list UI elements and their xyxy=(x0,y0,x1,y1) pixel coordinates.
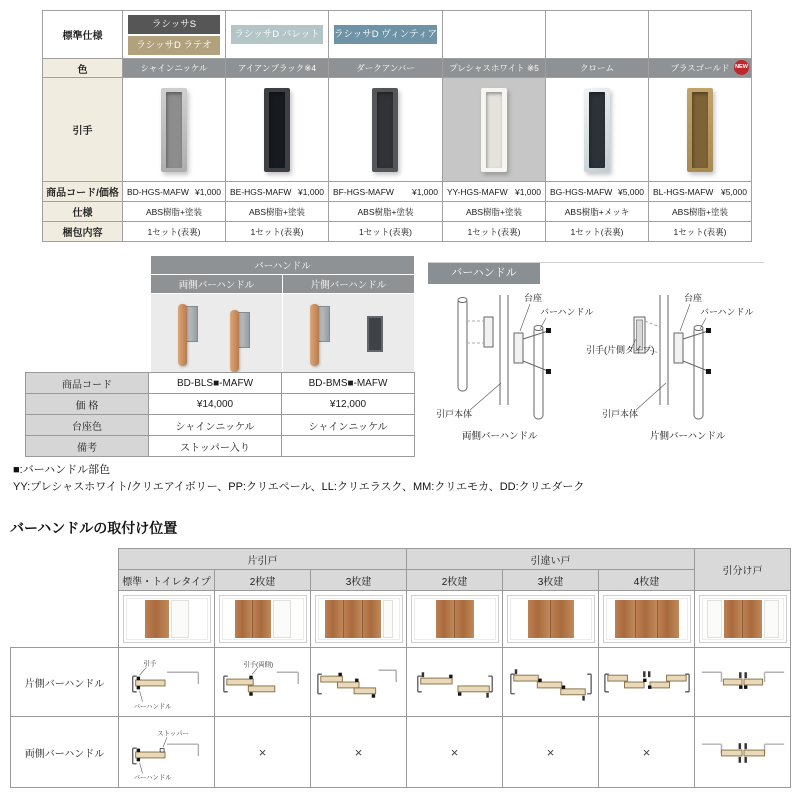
bar-handle-image-one xyxy=(283,294,415,375)
group-header-single-slide: 片引戸 xyxy=(119,549,407,570)
package-cell: 1セット(表裏) xyxy=(123,222,226,242)
color-header-precious-white: プレシャスホワイト ※5 xyxy=(442,59,545,78)
code-price-cell: BD-HGS-MAFW ¥1,000 xyxy=(123,182,226,202)
code-price-cell: BE-HGS-MAFW ¥1,000 xyxy=(226,182,329,202)
mount-cross: × xyxy=(407,717,503,788)
mount-cross: × xyxy=(215,717,311,788)
label-body-left: 引戸本体 xyxy=(436,409,473,419)
row-label-material: 仕様 xyxy=(43,202,123,222)
door-thumb-2panel xyxy=(215,591,311,648)
package-cell: 1セット(表裏) xyxy=(648,222,751,242)
plan-label-bar: バーハンドル xyxy=(133,703,172,711)
col-header-standard-toilet: 標準・トイレタイプ xyxy=(119,570,215,591)
mount-section-title: バーハンドルの取付け位置 xyxy=(10,520,178,536)
diagram-title-tab: バーハンドル xyxy=(428,263,540,284)
pull-image-brass-gold xyxy=(648,78,751,182)
col-header-3panel-hd: 3枚建 xyxy=(503,570,599,591)
label-bar-left: バーハンドル xyxy=(540,307,594,317)
series-badge-lasissa-d-vintia: ラシッサD ヴィンティア xyxy=(334,25,437,44)
footnotes xyxy=(13,462,584,496)
mount-cross: × xyxy=(311,717,407,788)
bar-row-label-base-color: 台座色 xyxy=(26,415,149,436)
spec-cell-4 xyxy=(442,11,545,59)
package-cell: 1セット(表裏) xyxy=(226,222,329,242)
color-header-iron-black: アイアンブラック※4 xyxy=(226,59,329,78)
bar-code-one: BD-BMS■-MAFW xyxy=(282,373,415,394)
mount-cross: × xyxy=(503,717,599,788)
spec-cell-3 xyxy=(329,11,443,59)
footnote-line-1: ■:バーハンドル部色 xyxy=(13,464,111,476)
bar-row-label-price: 価 格 xyxy=(26,394,149,415)
pull-image-chrome xyxy=(545,78,648,182)
mount-diagram-one-2panel-hd xyxy=(407,648,503,717)
bar-handle-data-table xyxy=(25,372,415,457)
color-header-dark-amber: ダークアンバー xyxy=(329,59,443,78)
bar-code-both: BD-BLS■-MAFW xyxy=(149,373,282,394)
code-price-cell: BL-HGS-MAFW ¥5,000 xyxy=(648,182,751,202)
footnote-line-2: YY:プレシャスホワイト/クリエアイボリー、PP:クリエペール、LL:クリエラスク、MM:クリエモカ、DD:クリエダーク xyxy=(13,481,585,493)
mount-diagram-both-parting xyxy=(695,717,791,788)
row-label-pull: 引手 xyxy=(43,78,123,182)
color-header-brass-gold: ブラスゴールド NEW xyxy=(648,59,751,78)
label-body-right: 引戸本体 xyxy=(602,409,639,419)
bar-handle-image-both xyxy=(151,294,283,375)
series-badge-lasissa-d-palette: ラシッサD パレット xyxy=(231,25,323,44)
pull-image-dark-amber xyxy=(329,78,443,182)
code-price-cell: YY-HGS-MAFW ¥1,000 xyxy=(442,182,545,202)
mount-diagram-both-standard xyxy=(119,717,215,788)
plan-label-hikite-both: 引手(両側) xyxy=(242,661,273,669)
bar-price-both: ¥14,000 xyxy=(149,394,282,415)
code-price-cell: BF-HGS-MAFW ¥1,000 xyxy=(329,182,443,202)
group-header-double-slide: 引違い戸 xyxy=(407,549,695,570)
row-label-package: 梱包内容 xyxy=(43,222,123,242)
mount-diagram-one-3panel-hd xyxy=(503,648,599,717)
package-cell: 1セット(表裏) xyxy=(545,222,648,242)
plan-label-hikite: 引手 xyxy=(143,660,156,668)
package-cell: 1セット(表裏) xyxy=(329,222,443,242)
col-header-2panel: 2枚建 xyxy=(215,570,311,591)
door-thumb-2panel-hd xyxy=(407,591,503,648)
bar-handle-title: バーハンドル xyxy=(151,256,415,275)
bar-handle-col-both: 両側バーハンドル xyxy=(151,275,283,294)
bar-remarks-both: ストッパー入り xyxy=(149,436,282,457)
label-daiza-left: 台座 xyxy=(524,293,543,303)
mount-diagram-one-2panel xyxy=(215,648,311,717)
pull-image-shine-nickel xyxy=(123,78,226,182)
mount-row-label-both-side: 両側バーハンドル xyxy=(11,717,119,788)
bar-base-color-one: シャインニッケル xyxy=(282,415,415,436)
series-badge-lasissa-s: ラシッサS xyxy=(128,15,220,34)
series-badge-lasissa-d-lateo: ラシッサD ラテオ xyxy=(128,36,220,55)
label-hikite-type: 引手(片側タイプ) xyxy=(586,345,655,355)
label-daiza-right: 台座 xyxy=(684,293,703,303)
col-header-4panel-hd: 4枚建 xyxy=(599,570,695,591)
col-header-3panel: 3枚建 xyxy=(311,570,407,591)
mount-position-table xyxy=(10,548,791,788)
col-header-2panel-hd: 2枚建 xyxy=(407,570,503,591)
row-label-spec: 標準仕様 xyxy=(43,11,123,59)
mount-diagram-one-4panel-hd xyxy=(599,648,695,717)
mount-diagram-one-parting xyxy=(695,648,791,717)
pull-handle-table xyxy=(42,10,752,242)
pull-image-iron-black xyxy=(226,78,329,182)
caption-one-side: 片側バーハンドル xyxy=(650,431,726,442)
door-thumb-3panel xyxy=(311,591,407,648)
bar-handle-image-table xyxy=(150,255,415,375)
bar-base-color-both: シャインニッケル xyxy=(149,415,282,436)
bar-handle-col-one: 片側バーハンドル xyxy=(283,275,415,294)
code-price-cell: BG-HGS-MAFW ¥5,000 xyxy=(545,182,648,202)
spec-cell-6 xyxy=(648,11,751,59)
material-cell: ABS樹脂+塗装 xyxy=(329,202,443,222)
new-badge: NEW xyxy=(734,60,749,75)
bar-handle-exploded-diagram xyxy=(428,287,764,447)
material-cell: ABS樹脂+塗装 xyxy=(442,202,545,222)
plan-label-stopper: ストッパー xyxy=(156,730,189,738)
door-thumb-3panel-hd xyxy=(503,591,599,648)
door-thumb-4panel-hd xyxy=(599,591,695,648)
plan-label-bar: バーハンドル xyxy=(133,774,172,782)
bar-row-label-code: 商品コード xyxy=(26,373,149,394)
material-cell: ABS樹脂+塗装 xyxy=(648,202,751,222)
material-cell: ABS樹脂+塗装 xyxy=(226,202,329,222)
spec-cell-2 xyxy=(226,11,329,59)
mount-diagram-one-3panel xyxy=(311,648,407,717)
spec-cell-5 xyxy=(545,11,648,59)
bar-row-label-remarks: 備考 xyxy=(26,436,149,457)
bar-remarks-one xyxy=(282,436,415,457)
mount-row-label-one-side: 片側バーハンドル xyxy=(11,648,119,717)
spec-cell-1 xyxy=(123,11,226,59)
door-thumb-parting xyxy=(695,591,791,648)
color-header-shine-nickel: シャインニッケル xyxy=(123,59,226,78)
caption-both-side: 両側バーハンドル xyxy=(462,431,538,442)
mount-cross: × xyxy=(599,717,695,788)
bar-price-one: ¥12,000 xyxy=(282,394,415,415)
group-header-parting: 引分け戸 xyxy=(695,549,791,591)
door-thumb-standard xyxy=(119,591,215,648)
row-label-color: 色 xyxy=(43,59,123,78)
package-cell: 1セット(表裏) xyxy=(442,222,545,242)
pull-image-precious-white xyxy=(442,78,545,182)
bar-handle-diagram-box xyxy=(428,262,764,451)
material-cell: ABS樹脂+塗装 xyxy=(123,202,226,222)
mount-diagram-one-standard xyxy=(119,648,215,717)
row-label-code-price: 商品コード/価格 xyxy=(43,182,123,202)
color-header-chrome: クローム xyxy=(545,59,648,78)
label-bar-right: バーハンドル xyxy=(700,307,754,317)
material-cell: ABS樹脂+メッキ xyxy=(545,202,648,222)
